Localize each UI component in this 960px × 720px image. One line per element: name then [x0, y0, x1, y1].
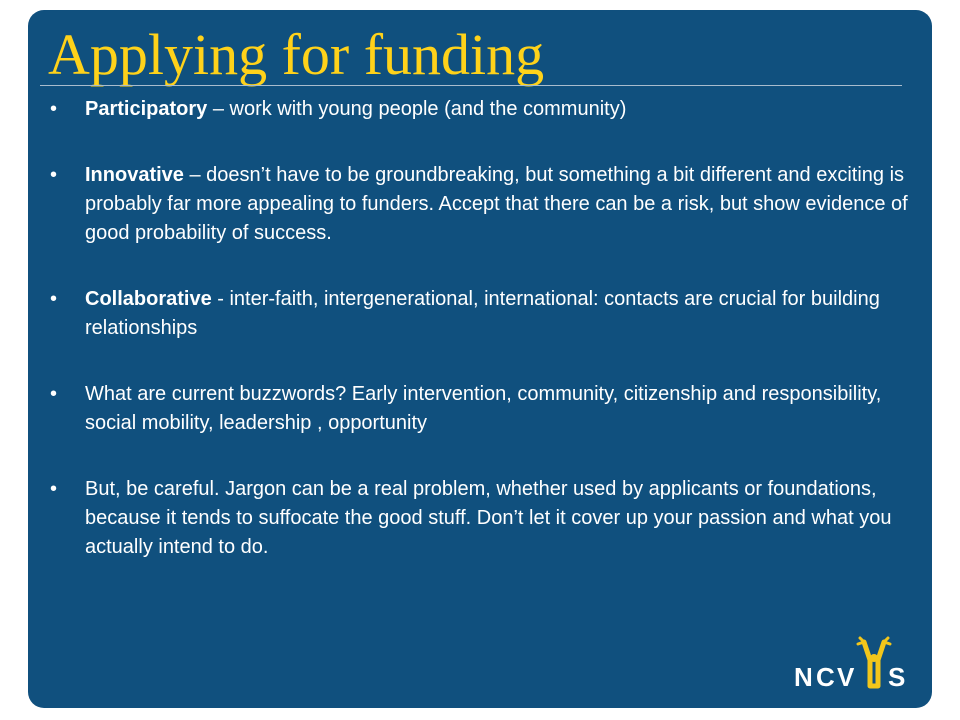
bullet-dot-icon: •	[50, 164, 58, 186]
ncvys-logo	[792, 632, 910, 690]
bullet-term: Innovative	[85, 164, 184, 186]
bullet-text: What are current buzzwords? Early intervention, community, citizenship and responsibility, social mobility, leadership , opportunity	[85, 383, 882, 434]
ncvys-logo-letters	[794, 662, 905, 690]
bullet-jargon-warning	[50, 475, 912, 562]
bullet-term: Participatory	[85, 98, 208, 120]
bullet-participatory	[50, 95, 912, 124]
bullet-text: – doesn’t have to be groundbreaking, but something a bit different and exciting is probably far more appealing to funders. Accept that there can be a risk, but show evidence of good probability of success.	[85, 164, 908, 244]
bullet-term: Collaborative	[85, 288, 212, 310]
logo-letter-v: V	[837, 662, 855, 690]
bullet-dot-icon: •	[50, 98, 58, 120]
logo-letter-c: C	[816, 662, 835, 690]
bullet-dot-icon: •	[50, 383, 58, 405]
bullet-text: But, be careful. Jargon can be a real problem, whether used by applicants or foundations, because it tends to suffocate the good stuff. Don’t let it cover up your passion and what you actually intend to do.	[85, 478, 892, 558]
logo-letter-n: N	[794, 662, 813, 690]
ncvys-logo-figure-icon	[858, 638, 890, 686]
title-divider	[40, 85, 902, 86]
bullet-text: - inter-faith, intergenerational, international: contacts are crucial for building relationships	[85, 288, 880, 339]
bullet-text: – work with young people (and the community)	[207, 98, 627, 120]
slide-title: Applying for funding	[48, 22, 545, 87]
bullet-innovative	[50, 161, 912, 248]
bullet-buzzwords	[50, 380, 912, 438]
bullet-collaborative	[50, 285, 912, 343]
bullet-list	[50, 95, 912, 599]
bullet-dot-icon: •	[50, 288, 58, 310]
slide	[28, 10, 932, 708]
bullet-dot-icon: •	[50, 478, 58, 500]
logo-letter-s: S	[888, 662, 906, 690]
